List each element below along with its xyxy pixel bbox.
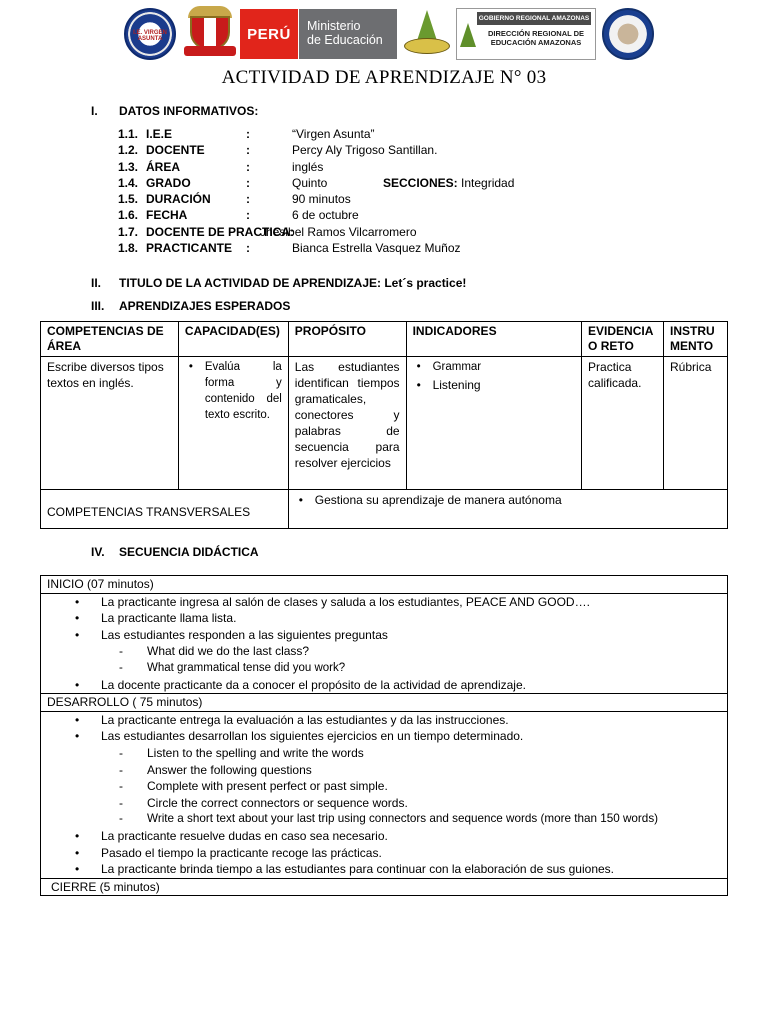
dre-line2: EDUCACIÓN AMAZONAS [490, 38, 582, 47]
desarrollo-list [47, 712, 721, 878]
header-instrumento: INSTRU MENTO [664, 322, 728, 357]
info-row: 1.3. ÁREA : inglés [118, 159, 324, 174]
header-indicadores: INDICADORES [406, 322, 581, 357]
header-proposito: PROPÓSITO [288, 322, 406, 357]
school-seal-icon [124, 8, 176, 60]
inicio-header: INICIO (07 minutos) [41, 576, 728, 594]
cell-evidencia: Practica calificada. [582, 357, 664, 490]
cell-capacidad: • Evalúa la forma y contenido del texto escrito. [185, 359, 282, 423]
info-list [118, 127, 678, 257]
info-row: 1.2. DOCENTE : Percy Aly Trigoso Santillan. [118, 143, 438, 158]
list-item: • Las estudiantes responden a las siguientes preguntas [47, 627, 721, 644]
info-row: 1.5. DURACIÓN : 90 minutos [118, 192, 351, 207]
cell-transversal: • Gestiona su aprendizaje de manera autónoma [295, 492, 721, 508]
cell-competencia: Escribe diversos tipos textos en inglés. [41, 357, 179, 490]
info-row: 1.7. DOCENTE DE PRACTICA: Jhesibel Ramos Vilcarromero [118, 224, 417, 239]
coat-of-arms-icon [184, 6, 236, 60]
header-logos [122, 6, 658, 62]
desarrollo-header: DESARROLLO ( 75 minutos) [41, 694, 728, 712]
info-row: 1.6. FECHA : 6 de octubre [118, 208, 359, 223]
table-row [41, 357, 728, 490]
list-item: - Listen to the spelling and write the words [47, 745, 721, 762]
list-item: • Pasado el tiempo la practicante recoge las prácticas. [47, 845, 721, 862]
amazonas-emblem-icon [402, 8, 452, 60]
indicadores-list [413, 359, 575, 393]
regional-direction-logo [456, 8, 596, 60]
cierre-header: CIERRE (5 minutos) [41, 878, 728, 896]
list-item: • Las estudiantes desarrollan los siguientes ejercicios en un tiempo determinado. [47, 728, 721, 745]
list-item: • La practicante brinda tiempo a las estudiantes para continuar con la elaboración de sus guiones. [47, 861, 721, 878]
table-row [41, 711, 728, 878]
list-item: - Complete with present perfect or past simple. [47, 778, 721, 795]
list-item: • La practicante llama lista. [47, 610, 721, 627]
list-item: • Listening [413, 377, 575, 393]
header-capacidad: CAPACIDAD(ES) [178, 322, 288, 357]
list-item: • La docente practicante da a conocer el propósito de la actividad de aprendizaje. [47, 677, 721, 694]
page-title: ACTIVIDAD DE APRENDIZAJE N° 03 [221, 67, 547, 88]
school-seal-text: I.E. VIRGEN ASUNTA [133, 30, 167, 42]
cell-instrumento: Rúbrica [664, 357, 728, 490]
header-evidencia: EVIDENCIA O RETO [582, 322, 664, 357]
list-item: • Grammar [413, 359, 575, 375]
ministry-logo [299, 9, 397, 59]
list-item: - Answer the following questions [47, 762, 721, 779]
secuencia-table [40, 575, 728, 896]
list-item: - Write a short text about your last trip using connectors and sequence words (more than 150 words) [47, 811, 721, 828]
peru-logo: PERÚ [240, 9, 298, 59]
list-item: - What did we do the last class? [47, 643, 721, 660]
table-row [41, 490, 728, 529]
table-header-row [41, 322, 728, 357]
info-row: 1.4. GRADO : Quinto SECCIONES: Integridad [118, 175, 515, 190]
institution-seal-icon [602, 8, 654, 60]
header-competencias: COMPETENCIAS DE ÁREA [41, 322, 179, 357]
cell-proposito: Las estudiantes identifican tiempos gramaticales, conectores y palabras de secuencia para resolver ejercicios [288, 357, 406, 490]
list-item: - Circle the correct connectors or sequence words. [47, 795, 721, 812]
gob-regional-text: GOBIERNO REGIONAL AMAZONAS [477, 12, 591, 25]
list-item: • La practicante resuelve dudas en caso sea necesario. [47, 828, 721, 845]
info-row: 1.1. I.E.E : “Virgen Asunta” [118, 127, 375, 141]
list-item: • La practicante ingresa al salón de clases y saluda a los estudiantes, PEACE AND GOOD…. [47, 594, 721, 611]
info-row: 1.8. PRACTICANTE : Bianca Estrella Vasquez Muñoz [118, 241, 461, 256]
inicio-list [47, 594, 721, 694]
dre-line1: DIRECCIÓN REGIONAL DE [487, 29, 585, 38]
list-item: • La practicante entrega la evaluación a las estudiantes y da las instrucciones. [47, 712, 721, 729]
table-row [41, 593, 728, 694]
table-row [41, 694, 728, 712]
cell-transversales-label: COMPETENCIAS TRANSVERSALES [41, 490, 289, 529]
ministry-line2: de Educación [307, 33, 383, 47]
table-row [41, 878, 728, 896]
ministry-line1: Ministerio [307, 19, 361, 33]
list-item: - What grammatical tense did you work? [47, 660, 721, 677]
aprendizajes-table [40, 321, 728, 529]
table-row [41, 576, 728, 594]
